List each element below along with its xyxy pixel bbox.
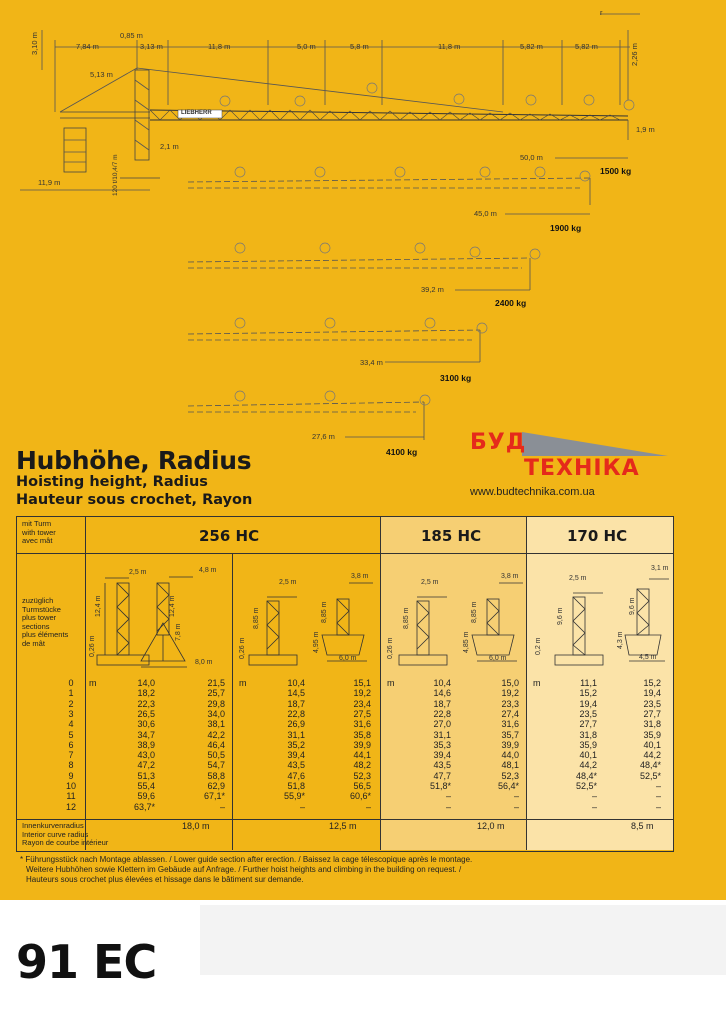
table-cell: – (513, 791, 519, 802)
table-cell: 62,9 (207, 781, 225, 791)
table-cell: 27,7 (643, 708, 661, 719)
row-number: 3 (68, 708, 74, 719)
table-cell: 26,5 (137, 708, 155, 719)
d185a-b: 0,26 m (387, 637, 394, 659)
table-cell: 48,4* (575, 770, 597, 781)
load-3100: 3100 kg (440, 373, 472, 383)
dim-11-8-b: 11,8 m (438, 42, 461, 51)
inner-label-fr: Rayon de courbe intérieur (22, 838, 109, 847)
title-en: Hoisting height, Radius (16, 474, 208, 490)
table-cell: 35,2 (287, 739, 305, 750)
d185b-w: 3,8 m (501, 573, 519, 580)
table-cell: 27,7 (579, 719, 597, 730)
tower-drawings (17, 553, 673, 683)
table-cell: 35,7 (501, 729, 519, 740)
table-cell: 42,2 (207, 729, 225, 740)
inner-256-c: 12,5 m (329, 821, 357, 831)
dim-2-1: 2,1 m (160, 142, 179, 151)
d256c-b: 0,26 m (239, 637, 246, 659)
footnote (20, 855, 472, 885)
row-number: 8 (68, 760, 74, 771)
table-cell: 10,4 (287, 678, 305, 688)
footnote-line-2: Weitere Hubhöhen sowie Klettern im Gebäude auf Anfrage. / Further hoist heights and climbing in the building on request. / (26, 865, 462, 874)
d185a-w: 2,5 m (421, 579, 439, 586)
d170b-h: 9,6 m (629, 597, 636, 615)
table-cell: 51,8* (429, 781, 451, 791)
dim-11-9: 11,9 m (38, 178, 61, 187)
table-cell: 44,2 (643, 750, 661, 761)
d170a-b: 0,2 m (535, 637, 542, 655)
table-cell: 18,7 (433, 698, 451, 709)
table-cell: 39,4 (433, 750, 451, 761)
d170b-w: 3,1 m (651, 565, 669, 572)
d256b-w: 4,8 m (199, 567, 217, 574)
with-tower-en: with tower (22, 527, 56, 537)
table-cell: 67,1* (203, 791, 225, 802)
sections-l1: Turmstücke (22, 604, 61, 614)
table-cell: 54,7 (207, 760, 225, 771)
table-cell: 19,2 (353, 688, 371, 699)
table-cell: 39,4 (287, 750, 305, 761)
jib-brand: LIEBHERR (181, 110, 212, 116)
table-cell: 43,5 (433, 760, 451, 771)
d256a-h: 12,4 m (95, 595, 102, 617)
table-cell: 23,5 (643, 698, 661, 709)
table-cell: 15,2 (579, 688, 597, 699)
table-cell: 47,2 (137, 760, 155, 771)
d256a-w: 2,5 m (129, 569, 147, 576)
d256b-base: 8,0 m (195, 659, 213, 666)
table-cell: – (591, 801, 597, 812)
d170b-h2: 4,3 m (617, 631, 624, 649)
inner-label-en: Interior curve radius (22, 829, 89, 839)
table-cell: 40,1 (579, 750, 597, 761)
table-cell: 60,6* (349, 791, 371, 802)
d185b-h: 8,85 m (471, 601, 478, 623)
dim-5-8: 5,8 m (350, 42, 369, 51)
d256a-b: 0,26 m (89, 635, 96, 657)
table-cell: 56,4* (497, 781, 519, 791)
table-cell: 22,8 (287, 708, 305, 719)
footnote-line-1: * Führungsstück nach Montage ablassen. / Lower guide section after erection. / Baissez la cage télescopique après le montage. (20, 855, 473, 864)
table-cell: 19,4 (643, 688, 661, 699)
row-number: 1 (68, 688, 74, 699)
row-number: 12 (65, 801, 76, 812)
inner-185: 12,0 m (477, 821, 505, 831)
table-cell: 50,5 (207, 750, 225, 761)
table-cell: – (445, 801, 451, 812)
dim-0-85: 0,85 m (120, 31, 143, 40)
dim-1-9: 1,9 m (636, 125, 655, 134)
table-cell: – (655, 801, 661, 812)
with-tower-fr: avec mât (22, 536, 53, 545)
table-cell: 31,8 (579, 729, 597, 740)
table-cell: 44,2 (579, 760, 597, 771)
table-cell: 47,7 (433, 770, 451, 781)
dim-5-82-b: 5,82 m (575, 42, 598, 51)
table-cell: 27,0 (433, 719, 451, 730)
table-cell: 39,9 (501, 739, 519, 750)
row-number: 11 (66, 791, 76, 802)
table-cell: 31,1 (433, 729, 451, 740)
radius-45: 45,0 m (474, 209, 497, 218)
table-cell: 18,2 (137, 688, 155, 699)
table-cell: 46,4 (207, 739, 225, 750)
logo-line1: БУД (470, 430, 527, 455)
table-cell: 55,4 (137, 781, 155, 791)
table-cell: 52,5* (575, 781, 597, 791)
row-number: 10 (65, 781, 76, 791)
d256d-h2: 4,95 m (313, 631, 320, 653)
table-cell: – (219, 801, 225, 812)
row-number: 9 (68, 770, 74, 781)
table-cell: 22,8 (433, 708, 451, 719)
footnote-line-3: Hauteurs sous crochet plus élevées et hissage dans le bâtiment sur demande. (26, 875, 304, 884)
unit-label: m (89, 678, 97, 688)
d185a-h: 8,85 m (403, 607, 410, 629)
row-number: 2 (68, 698, 74, 709)
table-cell: 31,8 (643, 719, 661, 730)
dim-r: r (600, 8, 603, 17)
table-cell: 55,9* (283, 791, 305, 802)
table-cell: 48,1 (501, 760, 519, 771)
table-cell: 52,5* (639, 770, 661, 781)
table-cell: 27,5 (353, 708, 371, 719)
table-cell: 27,4 (501, 708, 519, 719)
dim-7-84: 7,84 m (76, 42, 99, 51)
unit-label: m (387, 678, 395, 688)
table-cell: 15,0 (501, 678, 519, 688)
sections-l2: plus tower (22, 613, 57, 622)
logo-url[interactable]: www.budtechnika.com.ua (470, 486, 595, 498)
dim-5-13: 5,13 m (90, 70, 113, 79)
table-cell: 51,3 (137, 770, 155, 781)
table-cell: 14,6 (433, 688, 451, 699)
table-cell: 39,9 (353, 739, 371, 750)
title-fr: Hauteur sous crochet, Rayon (16, 492, 253, 508)
load-2400: 2400 kg (495, 298, 527, 308)
sections-l0: zuzüglich (22, 596, 54, 605)
table-cell: 34,0 (207, 708, 225, 719)
radius-27-6: 27,6 m (312, 432, 335, 441)
inner-label-de: Innenkurvenradius (22, 821, 84, 830)
radius-50: 50,0 m (520, 153, 543, 162)
table-cell: 35,3 (433, 739, 451, 750)
table-cell: 35,8 (353, 729, 371, 740)
model-name: 91 EC (16, 935, 157, 989)
d170a-h: 9,6 m (557, 607, 564, 625)
table-cell: 58,8 (207, 770, 225, 781)
dim-5-0: 5,0 m (297, 42, 316, 51)
table-cell: 19,4 (579, 698, 597, 709)
hline-2 (17, 819, 673, 820)
d256d-w: 3,8 m (351, 573, 369, 580)
table-cell: 35,9 (579, 739, 597, 750)
table-cell: 11,1 (580, 678, 597, 688)
d185b-h2: 4,85 m (463, 631, 470, 653)
table-cell: 30,6 (137, 719, 155, 730)
inner-radius-label (22, 822, 108, 848)
dim-3-10: 3,10 m (30, 32, 39, 55)
table-cell: 38,1 (207, 719, 225, 730)
table-cell: 26,9 (287, 719, 305, 730)
d256c-w: 2,5 m (279, 579, 297, 586)
table-cell: – (513, 801, 519, 812)
d256d-base: 6,0 m (339, 655, 357, 662)
radius-39-2: 39,2 m (421, 285, 444, 294)
table-cell: – (299, 801, 305, 812)
inner-170: 8,5 m (631, 821, 654, 831)
table-cell: 31,1 (287, 729, 305, 740)
load-4100: 4100 kg (386, 447, 418, 457)
d256d-h: 8,85 m (321, 601, 328, 623)
height-radius-table (16, 516, 674, 852)
table-cell: 29,8 (207, 698, 225, 709)
table-cell: – (445, 791, 451, 802)
radius-33-4: 33,4 m (360, 358, 383, 367)
table-cell: 44,0 (501, 750, 519, 761)
dim-11-8-a: 11,8 m (208, 42, 231, 51)
table-cell: 43,5 (287, 760, 305, 771)
model-185hc: 185 HC (421, 527, 482, 545)
sections-l4: plus éléments (22, 630, 69, 639)
load-1900: 1900 kg (550, 223, 582, 233)
d256b-h: 12,4 m (169, 595, 176, 617)
table-cell: 25,7 (207, 688, 225, 699)
with-tower-de: mit Turm (22, 519, 52, 528)
table-cell: 22,3 (137, 698, 155, 709)
table-cell: 18,7 (287, 698, 305, 709)
unit-label: m (239, 678, 247, 688)
table-cell: 21,5 (207, 678, 225, 688)
table-cell: 63,7* (133, 801, 155, 812)
table-cell: – (655, 791, 661, 802)
table-cell: 59,6 (137, 791, 155, 802)
sections-l5: de mât (22, 638, 45, 648)
table-cell: 47,6 (287, 770, 305, 781)
logo-swoosh-icon (522, 432, 668, 456)
table-cell: – (655, 781, 661, 791)
table-cell: 23,4 (353, 698, 371, 709)
table-cell: 40,1 (643, 739, 661, 750)
row-number: 6 (68, 739, 74, 750)
table-cell: 44,1 (353, 750, 371, 761)
table-cell: 19,2 (501, 688, 519, 699)
table-cell: 51,8 (287, 781, 305, 791)
dealer-logo (468, 430, 668, 498)
table-cell: 43,0 (137, 750, 155, 761)
sections-l3: sections (22, 621, 50, 631)
table-cell: 31,6 (353, 719, 371, 730)
row-number: 0 (68, 678, 74, 688)
dim-2-26: 2,26 m (630, 43, 639, 66)
dim-3-13: 3,13 m (140, 42, 163, 51)
unit-label: m (533, 678, 541, 688)
table-cell: 52,3 (501, 770, 519, 781)
table-cell: 23,3 (501, 698, 519, 709)
with-tower-label (22, 520, 56, 546)
load-1500: 1500 kg (600, 166, 632, 176)
dim-tower-ht: 120 t/10,4/7 m (112, 154, 119, 196)
table-cell: 56,5 (353, 781, 371, 791)
table-cell: 34,7 (137, 729, 155, 740)
d185b-base: 6,0 m (489, 655, 507, 662)
row-number: 5 (68, 729, 74, 740)
table-cell: 38,9 (137, 739, 155, 750)
crane-diagram (0, 0, 726, 440)
dim-5-82-a: 5,82 m (520, 42, 543, 51)
title-de: Hubhöhe, Radius (16, 446, 252, 475)
d256c-h: 8,85 m (253, 607, 260, 629)
d170b-base: 4,5 m (639, 654, 657, 661)
row-number: 4 (68, 719, 74, 730)
logo-line2: ТЕХНІКА (524, 456, 640, 481)
table-cell: 14,0 (137, 678, 155, 688)
table-cell: 14,5 (287, 688, 305, 699)
table-cell: 15,2 (643, 678, 661, 688)
d256b-h2: 7,8 m (175, 623, 182, 641)
table-cell: – (365, 801, 371, 812)
model-256hc: 256 HC (199, 527, 260, 545)
table-cell: 52,3 (353, 770, 371, 781)
d170a-w: 2,5 m (569, 575, 587, 582)
table-cell: 48,4* (639, 760, 661, 771)
table-cell: 48,2 (353, 760, 371, 771)
row-number: 7 (68, 750, 74, 761)
table-cell: – (591, 791, 597, 802)
table-cell: 31,6 (501, 719, 519, 730)
table-cell: 35,9 (643, 729, 661, 740)
inner-256-a: 18,0 m (182, 821, 210, 831)
table-cell: 23,5 (579, 708, 597, 719)
band-watermark (200, 905, 726, 975)
model-170hc: 170 HC (567, 527, 628, 545)
table-cell: 15,1 (353, 678, 371, 688)
table-cell: 10,4 (433, 678, 451, 688)
